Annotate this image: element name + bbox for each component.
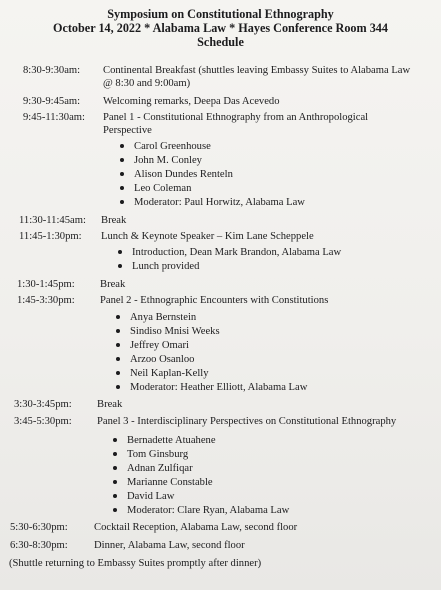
bullet-icon	[113, 494, 117, 498]
bullet-icon	[120, 144, 124, 148]
list-item: Bernadette Atuahene	[113, 434, 216, 447]
bullet-icon	[113, 480, 117, 484]
bullet-icon	[116, 315, 120, 319]
list-item: Arzoo Osanloo	[116, 353, 194, 366]
bullet-icon	[118, 250, 122, 254]
schedule-time: 1:45-3:30pm:	[17, 295, 75, 306]
list-item: Moderator: Paul Horwitz, Alabama Law	[120, 196, 305, 209]
schedule-desc: Break	[97, 399, 123, 410]
list-item: Adnan Zulfiqar	[113, 462, 193, 475]
list-item: Jeffrey Omari	[116, 339, 189, 352]
schedule-desc: Lunch & Keynote Speaker – Kim Lane Scheppele	[101, 231, 314, 242]
bullet-icon	[113, 452, 117, 456]
bullet-icon	[116, 385, 120, 389]
list-item: Introduction, Dean Mark Brandon, Alabama Law	[118, 246, 341, 259]
schedule-desc-cont: Perspective	[103, 125, 152, 136]
bullet-icon	[120, 158, 124, 162]
list-item: Anya Bernstein	[116, 311, 196, 324]
schedule-time: 3:30-3:45pm:	[14, 399, 72, 410]
bullet-icon	[113, 438, 117, 442]
bullet-icon	[116, 329, 120, 333]
schedule-time: 11:45-1:30pm:	[19, 231, 82, 242]
shuttle-note: (Shuttle returning to Embassy Suites promptly after dinner)	[9, 558, 262, 569]
bullet-icon	[116, 371, 120, 375]
schedule-desc: Dinner, Alabama Law, second floor	[94, 540, 245, 551]
schedule-heading: Schedule	[197, 35, 244, 49]
list-item: Tom Ginsburg	[113, 448, 188, 461]
list-item: Marianne Constable	[113, 476, 213, 489]
list-item: David Law	[113, 490, 174, 503]
schedule-desc: Continental Breakfast (shuttles leaving Embassy Suites to Alabama Law	[103, 65, 411, 76]
document-title: Symposium on Constitutional Ethnography	[107, 7, 334, 21]
bullet-icon	[113, 508, 117, 512]
schedule-desc-cont: @ 8:30 and 9:00am)	[103, 78, 191, 89]
list-item: Sindiso Mnisi Weeks	[116, 325, 220, 338]
schedule-time: 1:30-1:45pm:	[17, 279, 75, 290]
schedule-time: 6:30-8:30pm:	[10, 540, 68, 551]
schedule-time: 8:30-9:30am:	[23, 65, 81, 76]
schedule-time: 11:30-11:45am:	[19, 215, 86, 226]
list-item: Alison Dundes Renteln	[120, 168, 233, 181]
bullet-icon	[120, 172, 124, 176]
schedule-desc: Panel 3 - Interdisciplinary Perspectives on Constitutional Ethnography	[97, 416, 397, 427]
bullet-icon	[118, 264, 122, 268]
list-item: Moderator: Heather Elliott, Alabama Law	[116, 381, 307, 394]
list-item: Moderator: Clare Ryan, Alabama Law	[113, 504, 289, 517]
bullet-icon	[116, 357, 120, 361]
schedule-time: 9:30-9:45am:	[23, 96, 81, 107]
schedule-desc: Panel 2 - Ethnographic Encounters with Constitutions	[100, 295, 329, 306]
list-item: John M. Conley	[120, 154, 202, 167]
bullet-icon	[120, 200, 124, 204]
bullet-icon	[116, 343, 120, 347]
schedule-time: 9:45-11:30am:	[23, 112, 85, 123]
bullet-icon	[113, 466, 117, 470]
schedule-desc: Panel 1 - Constitutional Ethnography from an Anthropological	[103, 112, 369, 123]
list-item: Lunch provided	[118, 260, 199, 273]
list-item: Neil Kaplan-Kelly	[116, 367, 209, 380]
schedule-time: 3:45-5:30pm:	[14, 416, 72, 427]
list-item: Leo Coleman	[120, 182, 191, 195]
schedule-desc: Cocktail Reception, Alabama Law, second floor	[94, 522, 298, 533]
schedule-desc: Break	[100, 279, 126, 290]
schedule-desc: Welcoming remarks, Deepa Das Acevedo	[103, 96, 280, 107]
bullet-icon	[120, 186, 124, 190]
list-item: Carol Greenhouse	[120, 140, 211, 153]
event-date-location: October 14, 2022 * Alabama Law * Hayes Conference Room 344	[52, 21, 388, 35]
schedule-desc: Break	[101, 215, 127, 226]
schedule-time: 5:30-6:30pm:	[10, 522, 68, 533]
